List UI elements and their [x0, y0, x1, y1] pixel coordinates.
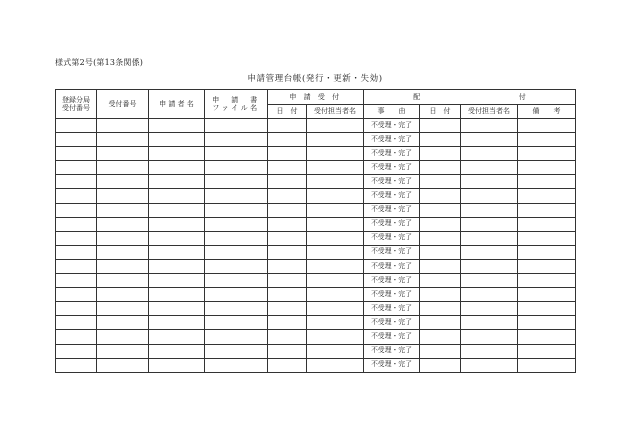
table-cell[interactable] [420, 358, 461, 372]
table-cell[interactable] [149, 175, 205, 189]
table-cell[interactable] [205, 259, 268, 273]
ledger-table [55, 89, 576, 373]
table-cell[interactable] [205, 274, 268, 288]
table-cell[interactable] [420, 259, 461, 273]
table-row [56, 161, 576, 175]
table-cell[interactable] [205, 175, 268, 189]
table-cell[interactable] [97, 288, 149, 302]
table-cell[interactable] [97, 231, 149, 245]
table-cell[interactable] [307, 302, 364, 316]
status-cell[interactable]: 不受理・完了 [364, 161, 420, 175]
table-cell[interactable] [461, 288, 518, 302]
table-cell[interactable] [307, 217, 364, 231]
table-cell[interactable] [307, 330, 364, 344]
table-cell[interactable] [205, 203, 268, 217]
table-row [56, 231, 576, 245]
table-cell[interactable] [205, 147, 268, 161]
table-cell[interactable] [205, 119, 268, 133]
status-cell[interactable]: 不受理・完了 [364, 245, 420, 259]
table-cell[interactable] [461, 259, 518, 273]
header-app-file-line1: 申 請 書 [212, 95, 260, 104]
table-cell[interactable] [518, 161, 576, 175]
table-cell[interactable] [205, 245, 268, 259]
header-app-file-line2: ファイル名 [212, 104, 260, 112]
header-distribution [364, 90, 576, 105]
table-cell[interactable] [205, 358, 268, 372]
table-cell[interactable] [97, 274, 149, 288]
header-application-reception: 申 請 受 付 [268, 90, 364, 105]
table-cell[interactable] [149, 358, 205, 372]
form-number: 様式第2号(第13条関係) [55, 58, 144, 67]
table-cell[interactable] [461, 147, 518, 161]
table-row [56, 217, 576, 231]
table-cell[interactable] [518, 175, 576, 189]
status-cell[interactable]: 不受理・完了 [364, 316, 420, 330]
table-cell[interactable] [149, 259, 205, 273]
status-cell[interactable]: 不受理・完了 [364, 330, 420, 344]
header-reg-branch-line1: 登録分局 [62, 95, 90, 104]
table-cell[interactable] [56, 147, 97, 161]
table-cell[interactable] [97, 119, 149, 133]
table-row [56, 288, 576, 302]
table-row [56, 358, 576, 372]
table-cell[interactable] [56, 119, 97, 133]
table-cell[interactable] [268, 231, 307, 245]
table-cell[interactable] [518, 203, 576, 217]
table-cell[interactable] [149, 161, 205, 175]
table-cell[interactable] [268, 189, 307, 203]
table-cell[interactable] [420, 133, 461, 147]
table-cell[interactable] [97, 161, 149, 175]
table-cell[interactable] [518, 288, 576, 302]
header-remarks: 備 考 [518, 105, 576, 119]
table-cell[interactable] [307, 344, 364, 358]
status-cell[interactable]: 不受理・完了 [364, 274, 420, 288]
table-cell[interactable] [205, 189, 268, 203]
table-cell[interactable] [56, 288, 97, 302]
table-cell[interactable] [420, 274, 461, 288]
header-reason: 事 由 [364, 105, 420, 119]
table-cell[interactable] [97, 133, 149, 147]
table-cell[interactable] [56, 302, 97, 316]
table-cell[interactable] [205, 302, 268, 316]
header-staff-name-2: 受付担当者名 [461, 105, 518, 119]
header-receipt-no: 受付番号 [97, 90, 149, 119]
table-cell[interactable] [56, 259, 97, 273]
table-cell[interactable] [149, 330, 205, 344]
table-cell[interactable] [268, 288, 307, 302]
table-cell[interactable] [518, 344, 576, 358]
table-cell[interactable] [56, 203, 97, 217]
table-cell[interactable] [149, 231, 205, 245]
table-cell[interactable] [307, 316, 364, 330]
table-row [56, 330, 576, 344]
table-cell[interactable] [268, 344, 307, 358]
table-cell[interactable] [205, 288, 268, 302]
header-application-file [205, 90, 268, 119]
table-cell[interactable] [56, 231, 97, 245]
table-cell[interactable] [420, 217, 461, 231]
table-row [56, 344, 576, 358]
table-cell[interactable] [56, 189, 97, 203]
table-cell[interactable] [268, 274, 307, 288]
table-cell[interactable] [149, 189, 205, 203]
header-date: 日 付 [268, 105, 307, 119]
table-cell[interactable] [307, 147, 364, 161]
table-cell[interactable] [56, 316, 97, 330]
table-cell[interactable] [461, 133, 518, 147]
table-cell[interactable] [97, 344, 149, 358]
table-row [56, 316, 576, 330]
table-cell[interactable] [205, 133, 268, 147]
table-cell[interactable] [518, 133, 576, 147]
table-cell[interactable] [420, 288, 461, 302]
table-cell[interactable] [268, 217, 307, 231]
table-cell[interactable] [149, 245, 205, 259]
table-cell[interactable] [205, 330, 268, 344]
table-cell[interactable] [205, 344, 268, 358]
table-cell[interactable] [268, 119, 307, 133]
status-cell[interactable]: 不受理・完了 [364, 358, 420, 372]
table-cell[interactable] [268, 245, 307, 259]
table-cell[interactable] [97, 189, 149, 203]
table-cell[interactable] [461, 344, 518, 358]
table-row [56, 175, 576, 189]
table-cell[interactable] [205, 161, 268, 175]
table-cell[interactable] [307, 274, 364, 288]
table-cell[interactable] [420, 161, 461, 175]
table-cell[interactable] [268, 133, 307, 147]
status-cell[interactable]: 不受理・完了 [364, 147, 420, 161]
table-cell[interactable] [307, 231, 364, 245]
table-cell[interactable] [97, 203, 149, 217]
table-cell[interactable] [420, 316, 461, 330]
table-cell[interactable] [518, 316, 576, 330]
table-cell[interactable] [518, 231, 576, 245]
table-cell[interactable] [56, 330, 97, 344]
table-cell[interactable] [97, 217, 149, 231]
table-cell[interactable] [149, 302, 205, 316]
table-cell[interactable] [149, 316, 205, 330]
table-cell[interactable] [149, 203, 205, 217]
table-cell[interactable] [420, 119, 461, 133]
header-applicant-name: 申 請 者 名 [149, 90, 205, 119]
header-distribution-right: 付 [518, 92, 526, 101]
table-cell[interactable] [56, 358, 97, 372]
table-cell[interactable] [56, 133, 97, 147]
status-cell[interactable]: 不受理・完了 [364, 175, 420, 189]
table-cell[interactable] [97, 330, 149, 344]
table-row [56, 274, 576, 288]
table-cell[interactable] [149, 274, 205, 288]
table-cell[interactable] [420, 231, 461, 245]
table-cell[interactable] [518, 147, 576, 161]
table-cell[interactable] [518, 358, 576, 372]
table-cell[interactable] [268, 203, 307, 217]
status-cell[interactable]: 不受理・完了 [364, 133, 420, 147]
table-cell[interactable] [56, 274, 97, 288]
table-cell[interactable] [97, 316, 149, 330]
table-cell[interactable] [149, 147, 205, 161]
table-row [56, 119, 576, 133]
status-cell[interactable]: 不受理・完了 [364, 302, 420, 316]
table-cell[interactable] [205, 316, 268, 330]
table-cell[interactable] [420, 330, 461, 344]
table-cell[interactable] [97, 245, 149, 259]
status-cell[interactable]: 不受理・完了 [364, 231, 420, 245]
table-cell[interactable] [461, 189, 518, 203]
table-cell[interactable] [268, 147, 307, 161]
table-cell[interactable] [461, 231, 518, 245]
table-cell[interactable] [268, 259, 307, 273]
table-cell[interactable] [420, 147, 461, 161]
table-cell[interactable] [461, 302, 518, 316]
table-cell[interactable] [149, 133, 205, 147]
table-cell[interactable] [461, 274, 518, 288]
table-row [56, 245, 576, 259]
table-cell[interactable] [461, 175, 518, 189]
table-cell[interactable] [518, 274, 576, 288]
table-cell[interactable] [461, 245, 518, 259]
status-cell[interactable]: 不受理・完了 [364, 203, 420, 217]
table-cell[interactable] [97, 175, 149, 189]
table-cell[interactable] [307, 161, 364, 175]
table-cell[interactable] [307, 245, 364, 259]
table-cell[interactable] [307, 175, 364, 189]
table-row [56, 189, 576, 203]
table-cell[interactable] [307, 119, 364, 133]
table-cell[interactable] [307, 133, 364, 147]
table-cell[interactable] [149, 217, 205, 231]
status-cell[interactable]: 不受理・完了 [364, 189, 420, 203]
table-cell[interactable] [149, 119, 205, 133]
table-cell[interactable] [56, 245, 97, 259]
table-cell[interactable] [268, 330, 307, 344]
table-cell[interactable] [97, 147, 149, 161]
table-cell[interactable] [205, 231, 268, 245]
table-cell[interactable] [420, 344, 461, 358]
table-cell[interactable] [518, 189, 576, 203]
table-cell[interactable] [97, 358, 149, 372]
table-cell[interactable] [461, 217, 518, 231]
table-cell[interactable] [461, 161, 518, 175]
table-cell[interactable] [518, 259, 576, 273]
table-row [56, 203, 576, 217]
table-row [56, 147, 576, 161]
table-cell[interactable] [461, 203, 518, 217]
table-cell[interactable] [56, 161, 97, 175]
table-cell[interactable] [518, 217, 576, 231]
table-cell[interactable] [461, 358, 518, 372]
status-cell[interactable]: 不受理・完了 [364, 288, 420, 302]
status-cell[interactable]: 不受理・完了 [364, 217, 420, 231]
header-date-2: 日 付 [420, 105, 461, 119]
table-cell[interactable] [307, 288, 364, 302]
table-cell[interactable] [518, 302, 576, 316]
table-cell[interactable] [97, 302, 149, 316]
header-distribution-left: 配 [413, 92, 421, 101]
header-row-top [56, 90, 576, 105]
table-cell[interactable] [420, 245, 461, 259]
header-reg-branch [56, 90, 97, 119]
table-cell[interactable] [56, 175, 97, 189]
table-cell[interactable] [149, 344, 205, 358]
table-cell[interactable] [268, 161, 307, 175]
status-cell[interactable]: 不受理・完了 [364, 344, 420, 358]
table-cell[interactable] [518, 330, 576, 344]
table-cell[interactable] [307, 259, 364, 273]
table-cell[interactable] [268, 316, 307, 330]
table-cell[interactable] [97, 259, 149, 273]
header-staff-name: 受付担当者名 [307, 105, 364, 119]
table-cell[interactable] [518, 119, 576, 133]
table-cell[interactable] [420, 189, 461, 203]
table-cell[interactable] [205, 217, 268, 231]
table-cell[interactable] [461, 119, 518, 133]
table-row [56, 133, 576, 147]
table-cell[interactable] [518, 245, 576, 259]
table-cell[interactable] [268, 302, 307, 316]
table-row [56, 259, 576, 273]
status-cell[interactable]: 不受理・完了 [364, 259, 420, 273]
ledger-title: 申請管理台帳(発行・更新・失効) [247, 74, 383, 84]
table-cell[interactable] [420, 302, 461, 316]
table-cell[interactable] [56, 217, 97, 231]
table-cell[interactable] [307, 203, 364, 217]
table-cell[interactable] [420, 203, 461, 217]
header-reg-branch-line2: 受付番号 [62, 104, 90, 112]
table-cell[interactable] [268, 175, 307, 189]
table-cell[interactable] [149, 288, 205, 302]
table-cell[interactable] [307, 358, 364, 372]
table-cell[interactable] [268, 358, 307, 372]
table-cell[interactable] [420, 175, 461, 189]
ledger-body [56, 119, 576, 373]
table-row [56, 302, 576, 316]
status-cell[interactable]: 不受理・完了 [364, 119, 420, 133]
table-cell[interactable] [461, 330, 518, 344]
table-cell[interactable] [56, 344, 97, 358]
table-cell[interactable] [307, 189, 364, 203]
table-cell[interactable] [461, 316, 518, 330]
